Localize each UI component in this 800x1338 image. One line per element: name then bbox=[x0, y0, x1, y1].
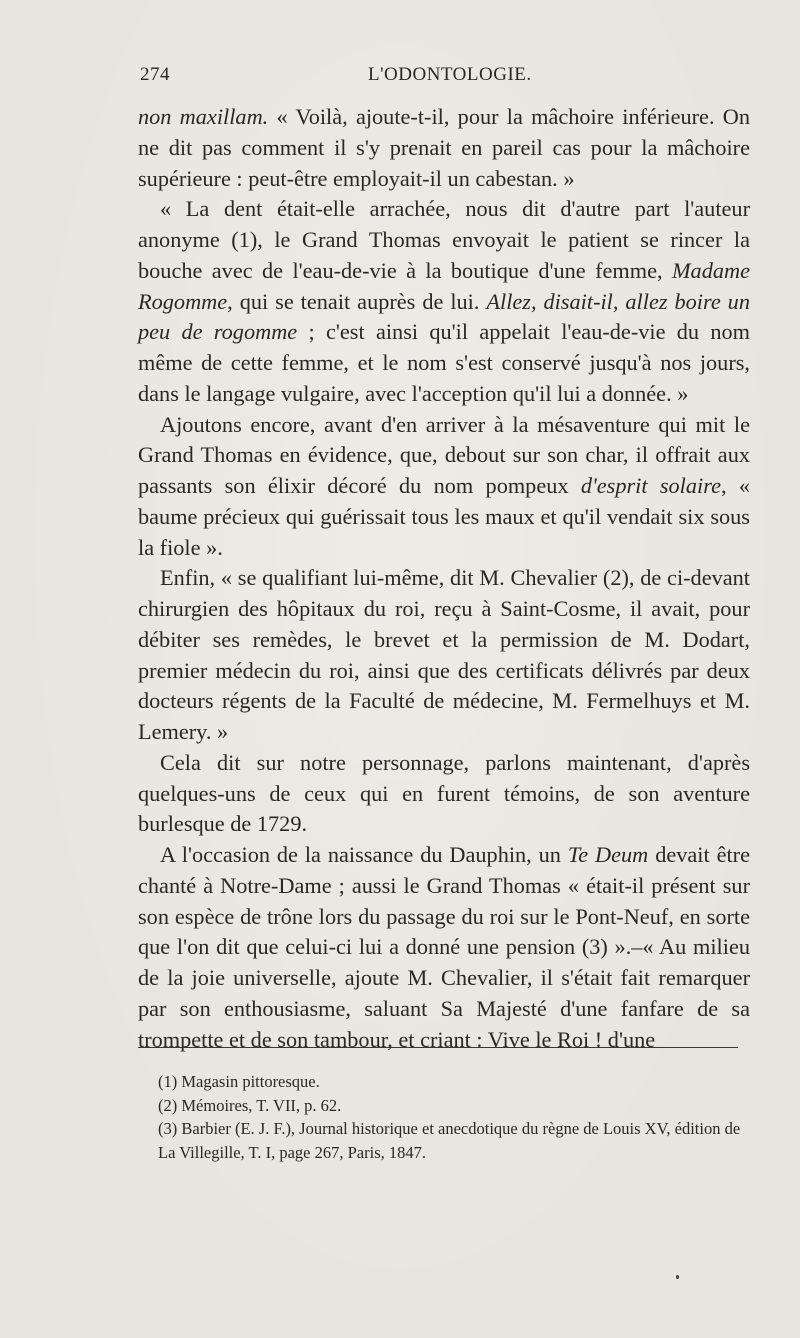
text-run: « La dent était-elle arrachée, nous dit d'autre part l'auteur anonyme (1), le Grand Thomas envoyait le patient se rincer la bouche avec de l'eau-de-vie à la boutique d'une femme, bbox=[138, 196, 750, 283]
page-header bbox=[140, 64, 740, 94]
italic-text: Allez, disait-il, allez boire un peu de rogomme bbox=[138, 288, 750, 345]
italic-text: d'esprit solaire bbox=[580, 473, 721, 498]
text-run: A l'occasion de la naissance du Dauphin, un bbox=[160, 842, 568, 867]
text-run: , « baume précieux qui guérissait tous les maux et qu'il vendait six sous la fiole ». bbox=[138, 473, 750, 560]
footnote-1: (1) Magasin pittoresque. bbox=[158, 1072, 320, 1091]
text-run: ; c'est ainsi qu'il appelait l'eau-de-vie du nom même de cette femme, et le nom s'est conservé jusqu'à nos jours, dans le langage vulgaire, avec l'acception qu'il lui a donnée. » bbox=[138, 319, 750, 406]
paragraph bbox=[138, 563, 750, 748]
paragraph bbox=[138, 840, 750, 1055]
paragraph bbox=[138, 102, 750, 194]
text-run: devait être chanté à Notre-Dame ; aussi le Grand Thomas « était-il présent sur son espèce de trône lors du passage du roi sur le Pont-Neuf, en sorte que l'on dit que celui-ci lui a donné une pension (3) ».–« Au milieu de la joie universelle, ajoute M. Chevalier, il s'était fait remarquer par son enthousiasme, saluant Sa Majesté d'une fanfare de sa trompette et de son tambour, et criant : Vive le Roi ! d'une bbox=[138, 842, 750, 1052]
italic-text: non maxillam. bbox=[138, 104, 269, 129]
ink-speck bbox=[676, 1275, 679, 1279]
footnote-2: (2) Mémoires, T. VII, p. 62. bbox=[158, 1095, 342, 1115]
running-title: L'ODONTOLOGIE. bbox=[368, 64, 532, 85]
italic-text: Madame Rogomme bbox=[138, 257, 750, 314]
text-run: Ajoutons encore, avant d'en arriver à la mésaventure qui mit le Grand Thomas en évidence, que, debout sur son char, il offrait aux passants son élixir décoré du nom pompeux bbox=[138, 411, 750, 498]
footnote-rule bbox=[138, 1047, 738, 1048]
footnotes bbox=[138, 1070, 750, 1164]
text-run: , qui se tenait auprès de lui. bbox=[227, 288, 487, 314]
paragraph bbox=[138, 194, 750, 409]
footnote-3: (3) Barbier (E. J. F.), Journal historique et anecdotique du règne de Louis XV, édition de La Villegille, T. I, page 267, Paris, 1847. bbox=[158, 1119, 741, 1162]
paragraph bbox=[138, 748, 750, 840]
body-text bbox=[138, 102, 750, 1055]
text-run: « Voilà, ajoute-t-il, pour la mâchoire inférieure. On ne dit pas comment il s'y prenait en pareil cas pour la mâchoire supérieure : peut-être employait-il un cabestan. » bbox=[138, 104, 751, 191]
page-number: 274 bbox=[140, 64, 170, 85]
italic-text: Te Deum bbox=[567, 842, 649, 867]
text-run: Cela dit sur notre personnage, parlons maintenant, d'après quelques-uns de ceux qui en furent témoins, de son aventure burlesque de 1729. bbox=[138, 749, 750, 837]
paragraph bbox=[138, 410, 750, 564]
text-run: Enfin, « se qualifiant lui-même, dit M. Chevalier (2), de ci-devant chirurgien des hôpitaux du roi, reçu à Saint-Cosme, il avait, pour débiter ses remèdes, le brevet et la permission de M. Dodart, premier médecin du roi, ainsi que des certificats délivrés par deux docteurs régents de la Faculté de médecine, M. Fermelhuys et M. Lemery. » bbox=[138, 565, 750, 744]
